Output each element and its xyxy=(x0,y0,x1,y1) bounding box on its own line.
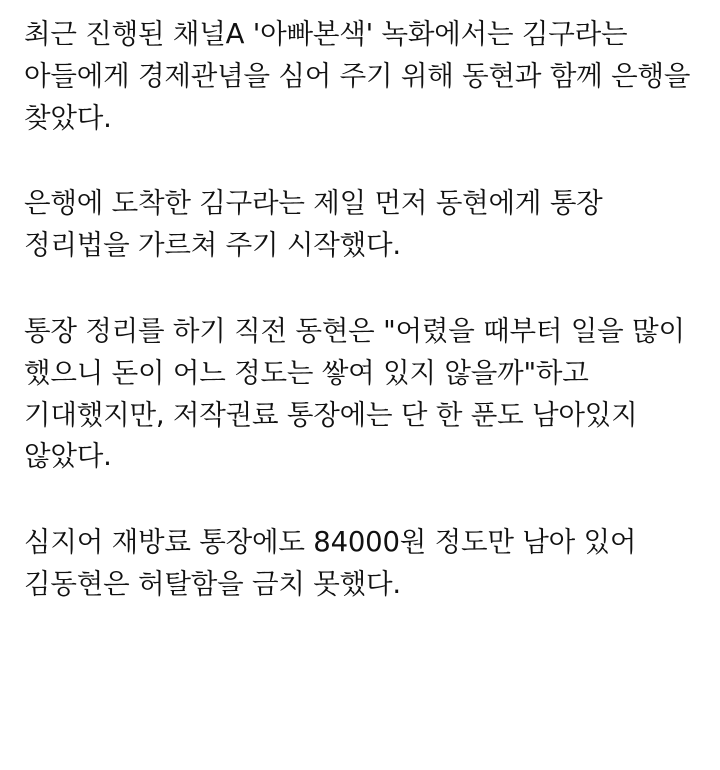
paragraph-2: 은행에 도착한 김구라는 제일 먼저 동현에게 통장 정리법을 가르쳐 주기 시작했다. xyxy=(24,187,612,262)
paragraph-4: 심지어 재방료 통장에도 84000원 정도만 남아 있어 김동현은 허탈함을 금치 못했다. xyxy=(24,526,645,600)
paragraph-1: 최근 진행된 채널A '아빠본색' 녹화에서는 김구라는 아들에게 경제관념을 심어 주기 위해 동현과 함께 은행을 찾았다. xyxy=(24,18,699,134)
paragraph-3: 통장 정리를 하기 직전 동현은 "어렸을 때부터 일을 많이 했으니 돈이 어느 정도는 쌓여 있지 않을까"하고 기대했지만, 저작권료 통장에는 단 한 푼도 남아있지 않았다. xyxy=(24,314,694,473)
